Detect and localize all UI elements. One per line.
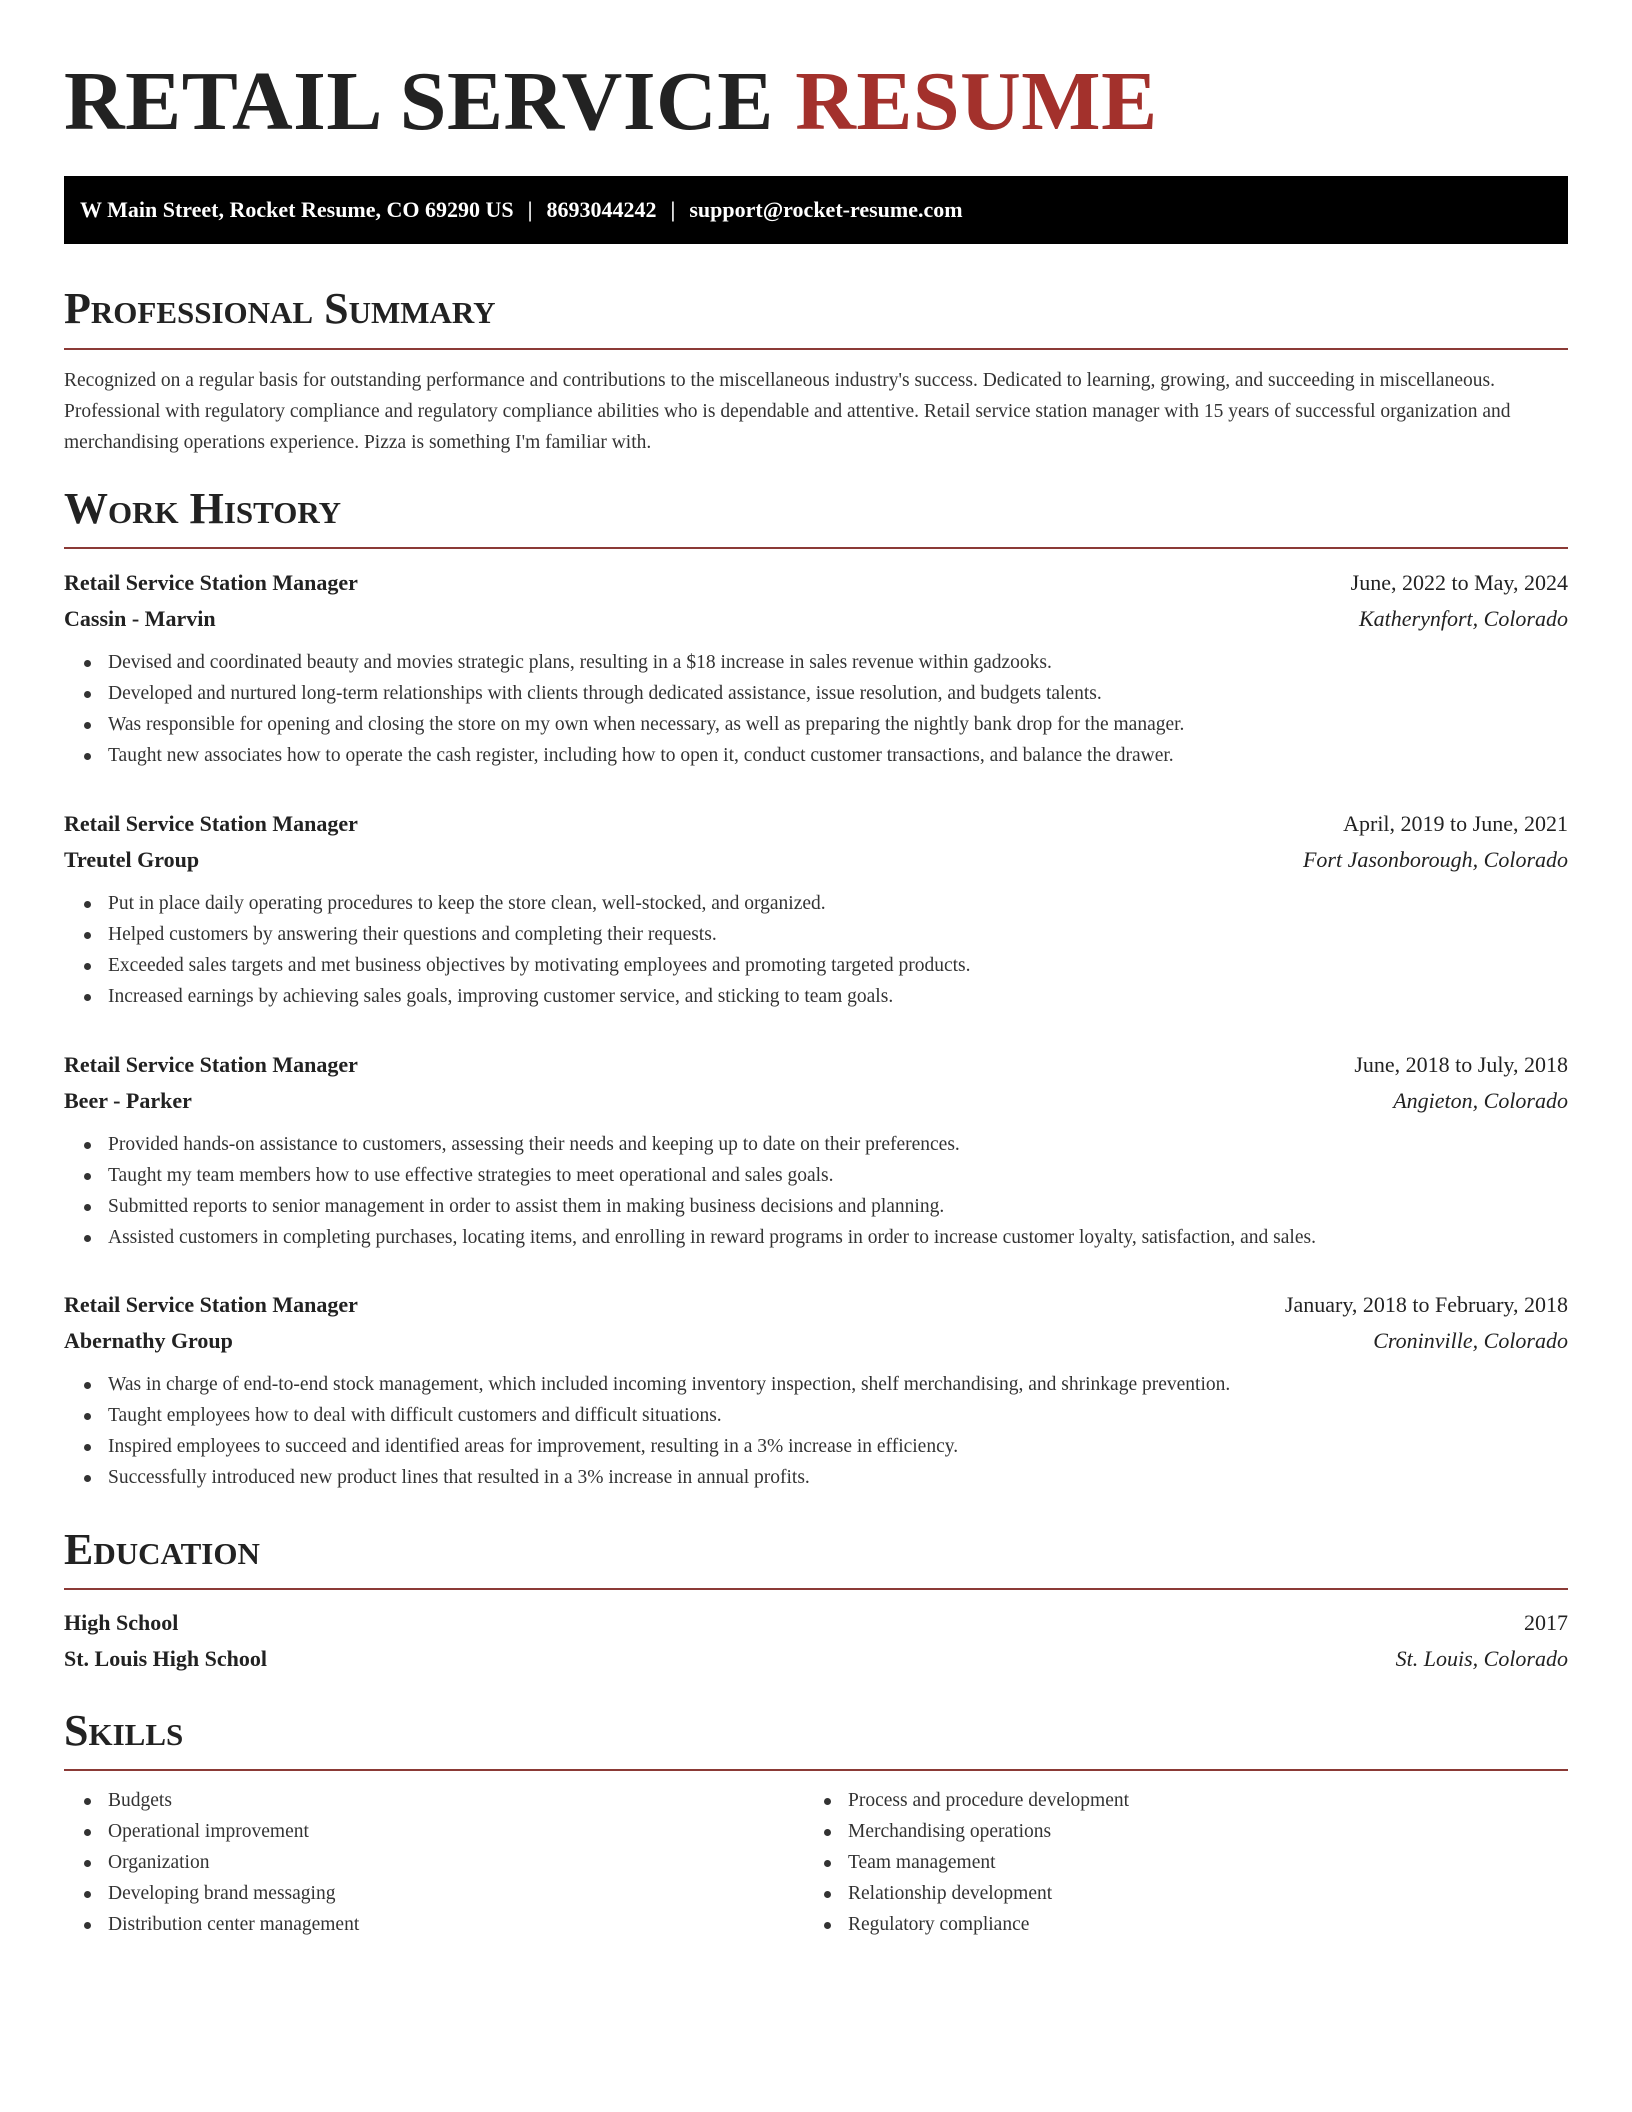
- job-bullets: [64, 1369, 1568, 1493]
- job-company: Beer - Parker: [64, 1088, 192, 1113]
- job-title: Retail Service Station Manager: [64, 811, 358, 836]
- skills-rule: [64, 1769, 1568, 1771]
- job-title: Retail Service Station Manager: [64, 1052, 358, 1077]
- job-entry: [64, 806, 1568, 1012]
- skill-item: Team management: [848, 1847, 1544, 1878]
- job-bullet: Inspired employees to succeed and identified areas for improvement, resulting in a 3% increase in efficiency.: [108, 1431, 1568, 1462]
- education-entry: [64, 1605, 1568, 1677]
- education-year: 2017: [1524, 1610, 1568, 1635]
- contact-separator: |: [527, 197, 533, 222]
- contact-email[interactable]: support@rocket-resume.com: [689, 197, 963, 222]
- skill-item: Merchandising operations: [848, 1816, 1544, 1847]
- job-title: Retail Service Station Manager: [64, 570, 358, 595]
- job-company: Abernathy Group: [64, 1328, 233, 1353]
- summary-text: Recognized on a regular basis for outstanding performance and contributions to the miscellaneous industry's success. Dedicated to learning, growing, and succeeding in miscellaneous. Professional with regulatory compliance and regulatory compliance abilities who is dependable and attentive. Retail service station manager with 15 years of successful organization and merchandising operations experience. Pizza is something I'm familiar with.: [64, 370, 1511, 453]
- skill-item: Relationship development: [848, 1878, 1544, 1909]
- job-bullet: Taught new associates how to operate the cash register, including how to open it, conduct customer transactions, and balance the drawer.: [108, 740, 1568, 771]
- job-company: Treutel Group: [64, 847, 200, 872]
- job-bullet: Was responsible for opening and closing the store on my own when necessary, as well as preparing the nightly bank drop for the manager.: [108, 709, 1568, 740]
- skills-column-right: [804, 1785, 1544, 1940]
- job-entry: [64, 1287, 1568, 1493]
- job-location: Fort Jasonborough, Colorado: [1302, 847, 1568, 872]
- contact-separator: |: [670, 197, 676, 222]
- title-accent: RESUME: [795, 55, 1158, 148]
- work-history-rule: [64, 547, 1568, 549]
- contact-address: W Main Street, Rocket Resume, CO 69290 US: [80, 197, 514, 222]
- skill-item: Developing brand messaging: [108, 1878, 804, 1909]
- skill-item: Budgets: [108, 1785, 804, 1816]
- job-location: Angieton, Colorado: [1393, 1088, 1568, 1113]
- summary-heading: Professional Summary: [64, 284, 496, 333]
- job-bullet: Taught my team members how to use effective strategies to meet operational and sales goals.: [108, 1160, 1568, 1191]
- education-location: St. Louis, Colorado: [1395, 1646, 1568, 1671]
- skill-item: Organization: [108, 1847, 804, 1878]
- skills-heading: Skills: [64, 1706, 184, 1755]
- job-bullet: Exceeded sales targets and met business objectives by motivating employees and promoting targeted products.: [108, 950, 1568, 981]
- job-bullet: Was in charge of end-to-end stock management, which included incoming inventory inspection, shelf merchandising, and shrinkage prevention.: [108, 1369, 1568, 1400]
- job-bullets: [64, 1129, 1568, 1253]
- job-entry: [64, 565, 1568, 771]
- contact-bar: [64, 176, 1568, 244]
- job-bullet: Devised and coordinated beauty and movies strategic plans, resulting in a $18 increase in sales revenue within gadzooks.: [108, 647, 1568, 678]
- skill-item: Regulatory compliance: [848, 1909, 1544, 1940]
- skills-column-left: [64, 1785, 804, 1940]
- job-company: Cassin - Marvin: [64, 606, 216, 631]
- job-bullet: Increased earnings by achieving sales goals, improving customer service, and sticking to team goals.: [108, 981, 1568, 1012]
- job-bullet: Taught employees how to deal with difficult customers and difficult situations.: [108, 1400, 1568, 1431]
- contact-phone[interactable]: 8693044242: [546, 197, 657, 222]
- job-dates: June, 2022 to May, 2024: [1350, 570, 1568, 595]
- job-entry: [64, 1047, 1568, 1253]
- education-heading: Education: [64, 1525, 260, 1574]
- job-location: Croninville, Colorado: [1373, 1328, 1568, 1353]
- job-bullet: Provided hands-on assistance to customers, assessing their needs and keeping up to date on their preferences.: [108, 1129, 1568, 1160]
- education-rule: [64, 1588, 1568, 1590]
- job-location: Katherynfort, Colorado: [1358, 606, 1568, 631]
- skills-list: [64, 1785, 1568, 1940]
- job-dates: June, 2018 to July, 2018: [1354, 1052, 1568, 1077]
- job-dates: January, 2018 to February, 2018: [1284, 1292, 1568, 1317]
- job-bullet: Developed and nurtured long-term relationships with clients through dedicated assistance, issue resolution, and budgets talents.: [108, 678, 1568, 709]
- job-title: Retail Service Station Manager: [64, 1292, 358, 1317]
- summary-rule: [64, 348, 1568, 350]
- title-main: RETAIL SERVICE: [64, 55, 796, 148]
- work-history-heading: Work History: [64, 484, 342, 533]
- job-bullet: Submitted reports to senior management in order to assist them in making business decisions and planning.: [108, 1191, 1568, 1222]
- job-bullets: [64, 888, 1568, 1012]
- job-bullets: [64, 647, 1568, 771]
- job-dates: April, 2019 to June, 2021: [1343, 811, 1568, 836]
- skill-item: Distribution center management: [108, 1909, 804, 1940]
- skill-item: Operational improvement: [108, 1816, 804, 1847]
- job-bullet: Helped customers by answering their questions and completing their requests.: [108, 919, 1568, 950]
- job-bullet: Assisted customers in completing purchases, locating items, and enrolling in reward programs in order to increase customer loyalty, satisfaction, and sales.: [108, 1222, 1568, 1253]
- skill-item: Process and procedure development: [848, 1785, 1544, 1816]
- job-bullet: Put in place daily operating procedures to keep the store clean, well-stocked, and organized.: [108, 888, 1568, 919]
- resume-title: [64, 52, 1158, 152]
- education-school: St. Louis High School: [64, 1646, 267, 1671]
- job-bullet: Successfully introduced new product lines that resulted in a 3% increase in annual profits.: [108, 1462, 1568, 1493]
- education-degree: High School: [64, 1610, 179, 1635]
